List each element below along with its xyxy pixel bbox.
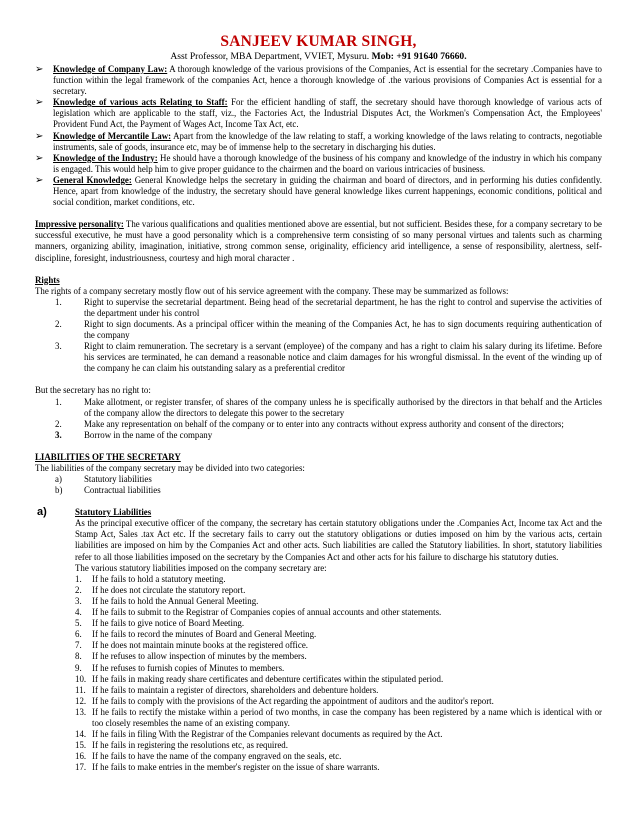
no-right-item <box>55 430 602 441</box>
statutory-heading: Statutory Liabilities <box>75 507 152 518</box>
arrow-bullet-icon: ➢ <box>35 130 44 142</box>
item-text: Right to claim remuneration. The secretary is a servant (employee) of the company and has a right to claim his salary during its lifetime. Before his services are terminated, he can demand a reasonable notice and claim damages for his wrongful dismissal. In the event of the winding up of the company he can claim his outstanding salary as a preferential creditor <box>84 341 602 374</box>
no-right-item <box>55 419 602 430</box>
item-number: 7. <box>75 640 82 651</box>
statutory-item <box>75 707 602 729</box>
knowledge-heading: Knowledge of various acts Relating to Staff: <box>53 97 228 108</box>
liabilities-intro: The liabilities of the company secretary may be divided into two categories: <box>35 463 305 473</box>
item-number: 1. <box>75 573 82 584</box>
rights-heading: Rights <box>35 274 60 285</box>
item-number: 4. <box>75 607 82 618</box>
affiliation-text: Asst Professor, MBA Department, VVIET, Mysuru. <box>170 51 372 62</box>
statutory-item <box>75 651 602 662</box>
item-number: 12. <box>75 695 87 706</box>
liability-category <box>55 474 602 485</box>
knowledge-text: A thorough knowledge of the various provisions of the Companies, Act is essential for the secretary .Companies have to function within the legal framework of the companies Act, hence a thorough knowledge of .the various provisions of Companies Act is essential for a secretary. <box>53 64 602 97</box>
liabilities-heading: LIABILITIES OF THE SECRETARY <box>35 451 181 462</box>
knowledge-text: General Knowledge helps the secretary in guiding the chairman and board of directors, and in performing his duties confidently. Hence, apart from knowledge of the industry, the secretary should have general knowledge likes current happenings, economic conditions, political and social condition, market conditions, etc. <box>53 174 603 208</box>
knowledge-item-text <box>53 64 602 97</box>
item-number: 1. <box>55 296 62 307</box>
item-text: If he does not circulate the statutory report. <box>92 584 246 595</box>
item-number: 16. <box>75 751 87 762</box>
arrow-bullet-icon: ➢ <box>35 152 44 164</box>
knowledge-item-text <box>53 175 602 208</box>
item-text: If he refuses to allow inspection of minutes by the members. <box>92 651 307 662</box>
item-number: 11. <box>75 684 86 695</box>
statutory-list <box>75 574 602 774</box>
knowledge-item <box>35 131 602 153</box>
item-number: a) <box>55 474 62 485</box>
knowledge-item <box>35 175 602 208</box>
item-number: 13. <box>75 706 87 717</box>
statutory-item <box>75 607 602 618</box>
personality-text: The various qualifications and qualities mentioned above are essential, but not sufficient. Besides these, for a company secretary to be successful executive, he must have a good personality which is a comprehensive term consisting of so many personal virtues and talents such as charming manners, organizing ability, imagination, initiative, strong common sense, originality, efficiency arid intelligence, a sense of responsibility, alertness, self-discipline, foresight, industriousness, courtesy and high moral character . <box>35 219 602 263</box>
item-text: If he fails to have the name of the company engraved on the seals, etc. <box>92 751 342 762</box>
statutory-item <box>75 618 602 629</box>
statutory-item <box>75 696 602 707</box>
item-number: 6. <box>75 629 82 640</box>
section-letter: a) <box>37 506 47 519</box>
personality-paragraph <box>35 219 602 263</box>
item-number: 8. <box>75 651 82 662</box>
item-text: If he fails to hold the Annual General Meeting. <box>92 595 259 606</box>
knowledge-item <box>35 153 602 175</box>
item-number: 5. <box>75 618 82 629</box>
personality-heading: Impressive personality: <box>35 219 124 230</box>
item-text: Right to sign documents. As a principal officer within the meaning of the Companies Act, he has to sign documents requiring authentication of the company <box>84 318 602 341</box>
author-name: SANJEEV KUMAR SINGH, <box>220 33 417 50</box>
statutory-item <box>75 596 602 607</box>
statutory-item <box>75 574 602 585</box>
knowledge-heading: Knowledge of Mercantile Law: <box>53 130 172 141</box>
no-right-list <box>35 397 602 441</box>
item-number: 2. <box>75 584 82 595</box>
liability-category <box>55 485 602 496</box>
item-text: Right to supervise the secretarial department. Being head of the secretarial department, he has the right to control and supervise the activities of the department under his control <box>84 296 602 318</box>
statutory-item <box>75 740 602 751</box>
item-text: If he fails to hold a statutory meeting. <box>92 573 226 584</box>
knowledge-list <box>35 64 602 208</box>
knowledge-heading: General Knowledge: <box>53 174 132 185</box>
item-number: 9. <box>75 662 82 673</box>
item-text: Statutory liabilities <box>84 474 152 485</box>
item-number: 17. <box>75 762 87 773</box>
item-number: 3. <box>55 341 62 352</box>
statutory-item <box>75 640 602 651</box>
arrow-bullet-icon: ➢ <box>35 64 44 75</box>
knowledge-text: Apart from the knowledge of the law relating to staff, a working knowledge of the laws relating to contracts, negotiable instruments, sale of goods, insurance etc, may be of immense help to the secretary in discharging his duties. <box>53 130 602 152</box>
item-number: 2. <box>55 418 62 429</box>
item-number: b) <box>55 485 63 496</box>
item-text: If he does not maintain minute books at the registered office. <box>92 640 308 651</box>
knowledge-item-text <box>53 97 602 130</box>
knowledge-item <box>35 97 602 130</box>
rights-item <box>55 341 602 374</box>
statutory-item <box>75 629 602 640</box>
item-text: If he fails in registering the resolutions etc, as required. <box>92 740 288 751</box>
statutory-item <box>75 685 602 696</box>
item-number: 2. <box>55 318 62 329</box>
rights-item <box>55 297 602 319</box>
knowledge-item-text <box>53 131 602 153</box>
item-text: If he fails to maintain a register of directors, shareholders and debenture holders. <box>92 684 379 695</box>
item-text: If he fails to comply with the provisions of the Act regarding the appointment of auditors and the auditor's report. <box>92 695 494 706</box>
statutory-intro: The various statutory liabilities imposed on the company secretary are: <box>75 562 327 573</box>
author-affiliation <box>35 51 602 63</box>
item-text: If he fails in making ready share certificates and debenture certificates within the stipulated period. <box>92 673 444 684</box>
statutory-item <box>75 729 602 740</box>
item-text: If he fails to make entries in the member's register on the issue of share warrants. <box>92 762 380 773</box>
rights-item <box>55 319 602 341</box>
item-text: If he fails to give notice of Board Meeting. <box>92 618 245 629</box>
item-number: 1. <box>55 396 62 407</box>
item-text: If he fails to submit to the Registrar of Companies copies of annual accounts and other statements. <box>92 607 442 618</box>
statutory-paragraph: As the principal executive officer of the company, the secretary has certain statutory obligations under the .Companies Act, Income tax Act and the Stamp Act, Sales .tax Act etc. If the secretary fails to carry out the statutory obligations or duties imposed on him by the various acts, certain liabilities are imposed on him by the Companies Act and other acts. Such liabilities are called the Statutory liabilities. In short, statutory liabilities refer to all those liabilities imposed on the secretary by the Companies Act and other acts for his failure to discharge his statutory duties. <box>75 518 602 562</box>
knowledge-item-text <box>53 153 602 175</box>
mobile-number: Mob: +91 91640 76660. <box>371 51 467 62</box>
item-number: 14. <box>75 729 87 740</box>
item-text: Contractual liabilities <box>84 485 161 496</box>
item-number: 3. <box>55 429 62 440</box>
rights-list <box>35 297 602 375</box>
statutory-item <box>75 663 602 674</box>
item-text: If he fails to rectify the mistake within a period of two months, in case the company has been registered by a name which is identical with or too closely resembles the name of an existing company. <box>92 706 602 728</box>
statutory-item <box>75 585 602 596</box>
statutory-section <box>35 506 602 773</box>
item-number: 15. <box>75 740 87 751</box>
rights-intro: The rights of a company secretary mostly flow out of his service agreement with the company. These may be summarized as follows: <box>35 285 509 296</box>
statutory-item <box>75 674 602 685</box>
knowledge-heading: Knowledge of the Industry: <box>53 152 158 163</box>
item-text: Make allotment, or register transfer, of shares of the company unless he is specifically authorised by the directors in that behalf and the Articles of the company allow the directors to delegate this power to the secretary <box>84 396 602 418</box>
arrow-bullet-icon: ➢ <box>35 97 44 109</box>
knowledge-item <box>35 64 602 97</box>
item-number: 3. <box>75 595 82 606</box>
liability-categories <box>35 474 602 496</box>
no-right-item <box>55 397 602 419</box>
item-text: Make any representation on behalf of the company or to enter into any contracts without express authority and consent of the directors; <box>84 418 564 429</box>
arrow-bullet-icon: ➢ <box>35 174 44 186</box>
knowledge-text: He should have a thorough knowledge of the business of his company and knowledge of the industry in which his company is engaged. This would help him to give proper guidance to the chairmen and the board on various intricacies of business. <box>53 152 602 174</box>
no-right-intro: But the secretary has no right to: <box>35 385 151 396</box>
item-text: If he fails to record the minutes of Board and General Meeting. <box>92 629 317 640</box>
item-text: If he refuses to furnish copies of Minutes to members. <box>92 662 285 673</box>
knowledge-text: For the efficient handling of staff, the secretary should have thorough knowledge of various acts of legislation which are applicable to the staff, viz., the Factories Act, the Industrial Disputes Act, the Workmen's Compensation Act, the Employees' Provident Fund Act, the Payment of Wages Act, Income Tax Act, etc. <box>53 97 603 130</box>
knowledge-heading: Knowledge of Company Law: <box>53 64 168 74</box>
statutory-item <box>75 751 602 762</box>
statutory-item <box>75 762 602 773</box>
item-text: If he fails in filing With the Registrar of the Companies relevant documents as required by the Act. <box>92 729 443 740</box>
item-text: Borrow in the name of the company <box>84 429 213 440</box>
item-number: 10. <box>75 673 87 684</box>
